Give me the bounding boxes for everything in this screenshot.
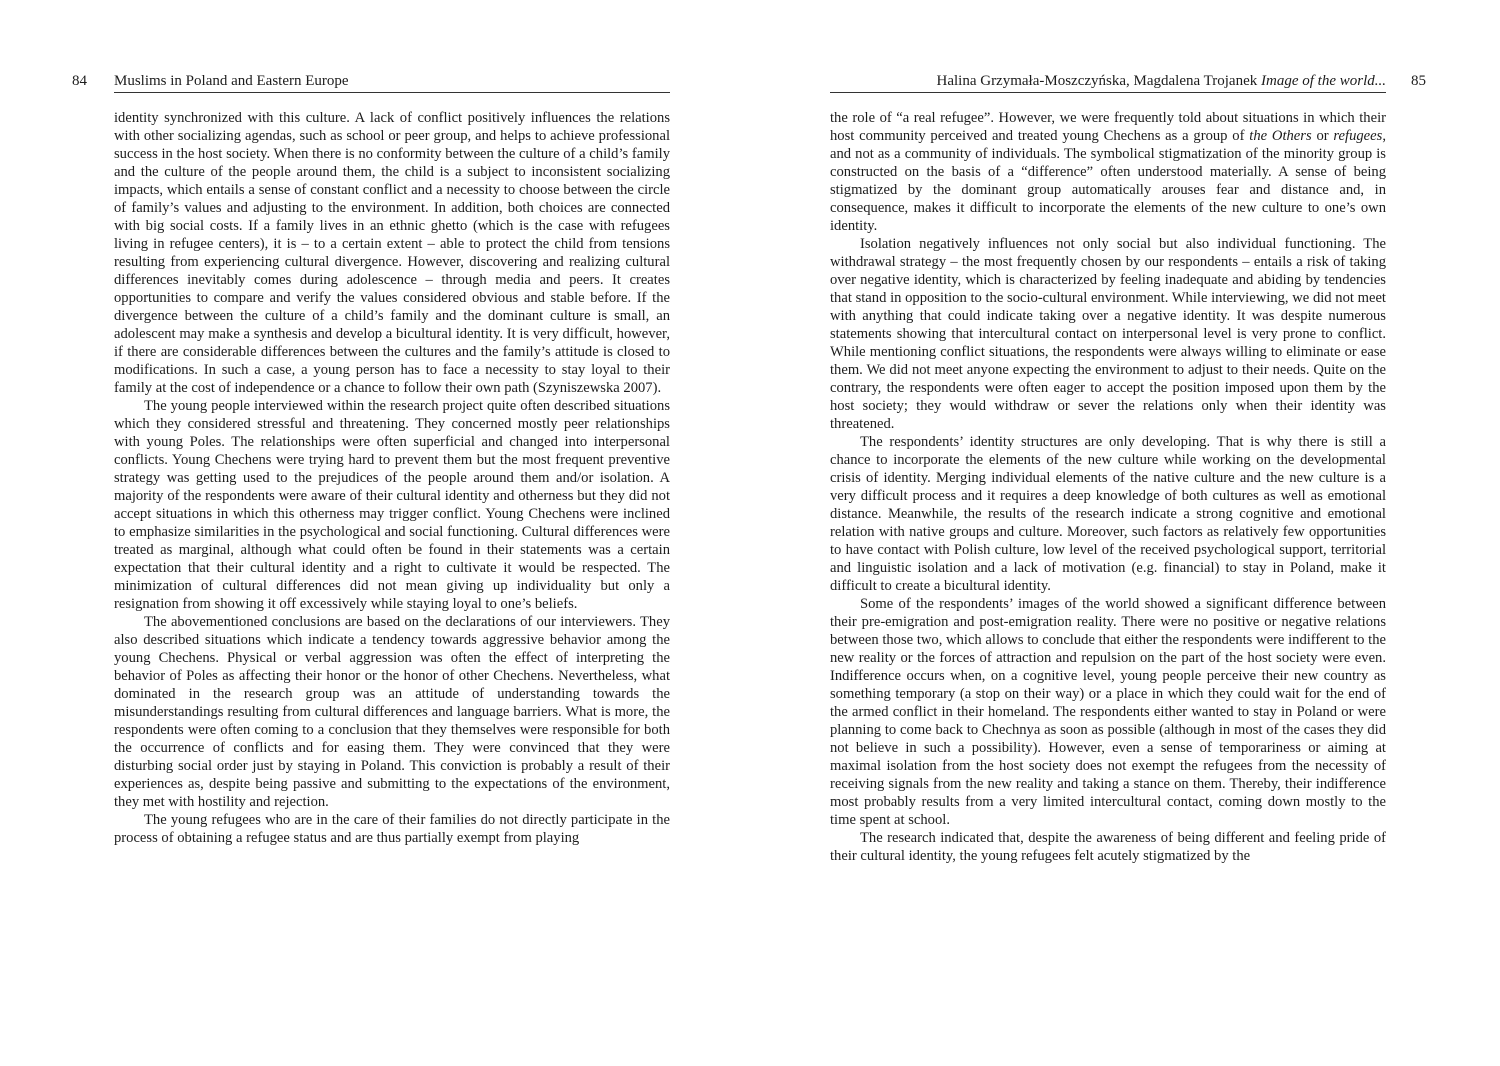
right-body-text (830, 109, 1386, 865)
right-paragraph-3: The respondents’ identity structures are only developing. That is why there is still a chance to incorporate the elements of the new culture while working on the developmental crisis of identity. Merging individual elements of the native culture and the new culture is a very difficult process and it requires a deep knowledge of both cultures as well as emotional distance. Meanwhile, the results of the research indicate a strong cognitive and emotional relation with native groups and culture. Moreover, such factors as relatively few opportunities to have contact with Polish culture, low level of the received psychological support, territorial and linguistic isolation and a lack of motivation (e.g. financial) to stay in Poland, make it difficult to create a bicultural identity. (830, 434, 1386, 594)
right-p1-italic-others: the Others (1249, 128, 1312, 144)
left-paragraph-2: The young people interviewed within the research project quite often described situations which they considered stressful and threatening. They concerned mostly peer relationships with young Poles. The relationships were often superficial and changed into interpersonal conflicts. Young Chechens were trying hard to prevent them but the most frequent preventive strategy was getting used to the prejudices of the people around them and/or isolation. A majority of the respondents were aware of their cultural identity and otherness but they did not accept situations in which this otherness may trigger conflict. Young Chechens were inclined to emphasize similarities in the psychological and social functioning. Cultural differences were treated as marginal, although what could often be found in their statements was a certain expectation that their cultural identity and a right to cultivate it would be respected. The minimization of cultural differences did not mean giving up individuality but only a resignation from showing it off excessively while staying loyal to one’s beliefs. (114, 398, 670, 612)
left-running-head-title: Muslims in Poland and Eastern Europe (114, 73, 349, 89)
right-paragraph-5: The research indicated that, despite the awareness of being different and feeling pride of their cultural identity, the young refugees felt acutely stigmatized by the (830, 830, 1386, 864)
right-page-number: 85 (1411, 73, 1426, 89)
right-p1-italic-refugees: refugees (1333, 128, 1383, 144)
right-paragraph-1 (830, 109, 1386, 235)
left-body-text (114, 109, 670, 847)
running-head-authors: Halina Grzymała-Moszczyńska, Magdalena Trojanek (936, 73, 1258, 89)
left-paragraph-1: identity synchronized with this culture. A lack of conflict positively influences the relations with other socializing agendas, such as school or peer group, and helps to achieve professional success in the host society. When there is no conformity between the culture of a child’s family and the culture of the people around them, the child is a subject to inconsistent socializing impacts, which entails a sense of constant conflict and a necessity to choose between the circle of family’s values and adjusting to the environment. In addition, both choices are connected with big social costs. If a family lives in an ethnic ghetto (which is the case with refugees living in refugee centers), it is – to a certain extent – able to protect the child from tensions resulting from experiencing cultural divergence. However, discovering and realizing cultural differences inevitably comes during adolescence – through media and peers. It creates opportunities to compare and verify the values considered obvious and stable before. If the divergence between the culture of a child’s family and the dominant culture is small, an adolescent may make a synthesis and develop a bicultural identity. It is very difficult, however, if there are considerable differences between the cultures and the family’s attitude is closed to modifications. In such a case, a young person has to face a necessity to stay loyal to their family at the cost of independence or a chance to follow their own path (Szyniszewska 2007). (114, 110, 670, 396)
left-page (114, 70, 670, 847)
left-running-head (114, 70, 670, 93)
running-head-article-title: Image of the world... (1261, 73, 1386, 89)
right-paragraph-2: Isolation negatively influences not only social but also individual functioning. The withdrawal strategy – the most frequently chosen by our respondents – entails a risk of taking over negative identity, which is characterized by feeling inadequate and abiding by tendencies that stand in opposition to the socio-cultural environment. While interviewing, we did not meet with anything that could indicate taking over a negative identity. It was despite numerous statements showing that intercultural contact on interpersonal level is very prone to conflict. While mentioning conflict situations, the respondents were always willing to eliminate or ease them. We did not meet anyone expecting the environment to adjust to their needs. Quite on the contrary, the respondents were often eager to accept the position imposed upon them by the host society; they would withdraw or sever the relations only when their identity was threatened. (830, 236, 1386, 432)
left-page-number: 84 (72, 73, 87, 89)
right-p1-text-e: , and not as a community of individuals. The symbolical stigmatization of the minority group is constructed on the basis of a “difference” often understood materially. A sense of being stigmatized by the dominant group automatically arouses fear and distance and, in consequence, makes it difficult to incorporate the elements of the new culture to one’s own identity. (830, 128, 1386, 234)
right-running-head-title (937, 73, 1387, 90)
right-p1-text-c: or (1311, 128, 1334, 144)
right-running-head (830, 70, 1386, 93)
left-paragraph-4: The young refugees who are in the care of their families do not directly participate in the process of obtaining a refugee status and are thus partially exempt from playing (114, 812, 670, 846)
right-page (830, 70, 1386, 865)
right-p1-text-a: the role of “a real refugee”. However, we were frequently told about situations in which their host community perceived and treated young Chechens as a group of (830, 110, 1386, 144)
right-paragraph-4: Some of the respondents’ images of the world showed a significant difference between their pre-emigration and post-emigration reality. There were no positive or negative relations between those two, which allows to conclude that either the respondents were indifferent to the new reality or the forces of attraction and repulsion on the part of the host society were even. Indifference occurs when, on a cognitive level, young people perceive their new country as something temporary (a stop on their way) or a place in which they could wait for the end of the armed conflict in their homeland. The respondents either wanted to stay in Poland or were planning to come back to Chechnya as soon as possible (although in most of the cases they did not believe in such a possibility). However, even a sense of temporariness or aiming at maximal isolation from the host society does not exempt the refugees from the necessity of receiving signals from the new reality and taking a stance on them. Thereby, their indifference most probably results from a very limited intercultural contact, coming down mostly to the time spent at school. (830, 596, 1386, 828)
left-paragraph-3: The abovementioned conclusions are based on the declarations of our interviewers. They also described situations which indicate a tendency towards aggressive behavior among the young Chechens. Physical or verbal aggression was often the effect of interpreting the behavior of Poles as affecting their honor or the honor of other Chechens. Nevertheless, what dominated in the research group was an attitude of understanding towards the misunderstandings resulting from cultural differences and language barriers. What is more, the respondents were often coming to a conclusion that they themselves were responsible for both the occurrence of conflicts and for easing them. They were convinced that they were disturbing social order just by staying in Poland. This conviction is probably a result of their experiences as, despite being passive and submitting to the expectations of the environment, they met with hostility and rejection. (114, 614, 670, 810)
